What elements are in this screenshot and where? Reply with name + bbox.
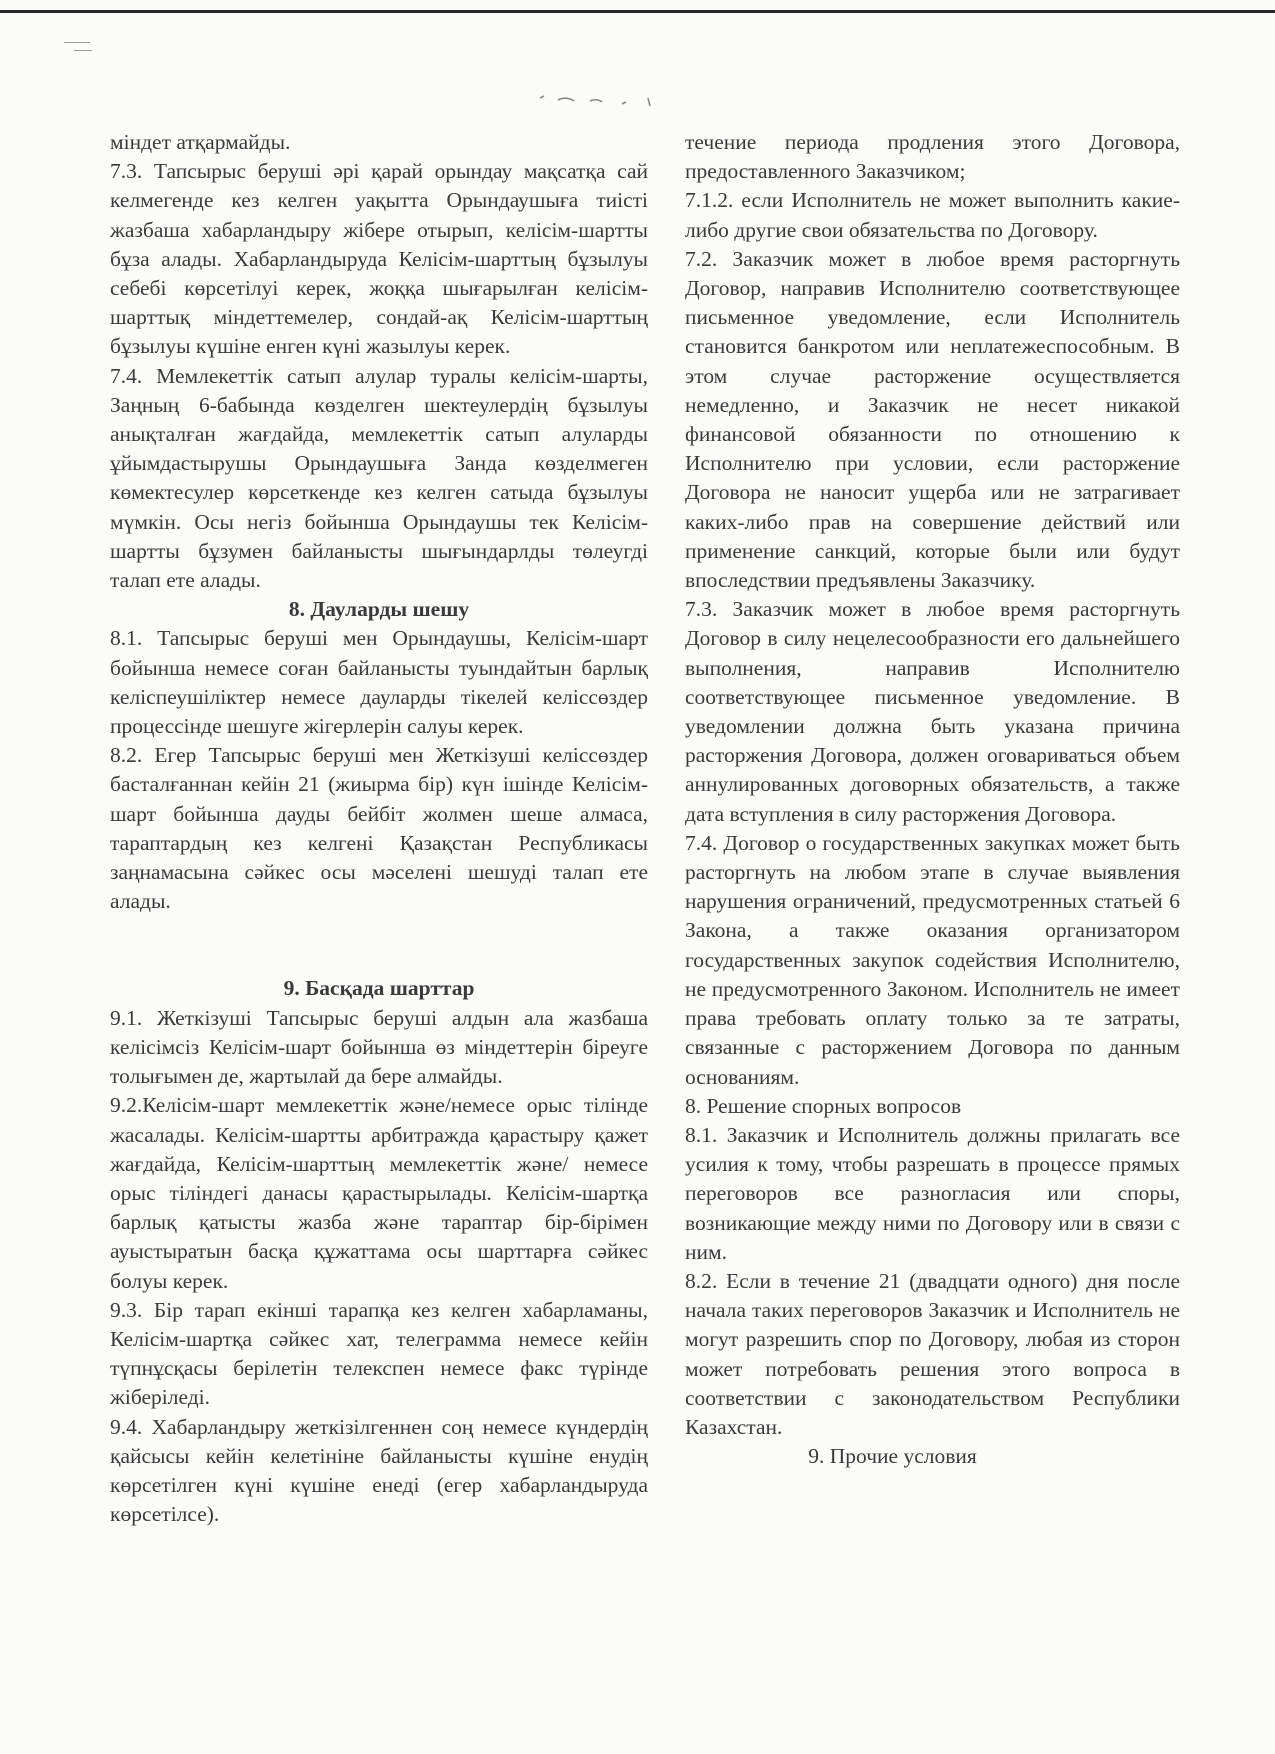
- clause-8-1: 8.1. Тапсырыс беруші мен Орындаушы, Келісім-шарт бойынша немесе соған байланысты туындайтын барлық келіспеушіліктер немесе дауларды тікелей келіссөздер процессінде шешуге жігерлерін салуы керек.: [110, 626, 648, 739]
- clause-9-4: 9.4. Хабарландыру жеткізілгеннен соң немесе күндердің қайсысы кейін келетініне байланысты күшіне енудің көрсетілген күні күшіне енеді (егер хабарландыруда көрсетілсе).: [110, 1414, 648, 1527]
- right-column-russian: [685, 128, 1180, 1471]
- clause-7-4: 7.4. Договор о государственных закупках может быть расторгнуть на любом этапе в случае выявления нарушения ограничений, предусмотренных статьей 6 Закона, а также оказания организатором государственных закупок содействия Исполнителю, не предусмотренного Законом. Исполнитель не имеет права требовать оплату только за те затраты, связанные с расторжением Договора по данным основаниям.: [685, 830, 1180, 1089]
- clause-7-4: 7.4. Мемлекеттік сатып алулар туралы келісім-шарты, Заңның 6-бабында көзделген шектеулердің бұзылуы анықталған жағдайда, мемлекеттік сатып алуларды ұйымдастырушы Орындаушыға Занда көзделмеген көмектесулер көрсеткенде кез келген сатыда бұзылуы мүмкін. Осы негіз бойынша Орындаушы тек Келісім-шартты бұзумен байланысты шығындарлды төлеугді талап ете алады.: [110, 363, 648, 593]
- section-heading-8: 8. Решение спорных вопросов: [685, 1093, 962, 1118]
- spacer: [110, 916, 648, 974]
- clause-7-2: 7.2. Заказчик может в любое время расторгнуть Договор, направив Исполнителю соответствующее письменное уведомление, если Исполнитель становится банкротом или неплатежеспособным. В этом случае расторжение осуществляется немедленно, и Заказчик не несет никакой финансовой обязанности по отношению к Исполнителю при условии, если расторжение Договора не наносит ущерба или не затрагивает каких-либо прав на совершение действий или применение санкций, которые были или будут впоследствии предъявлены Заказчику.: [685, 246, 1180, 593]
- clause-9-3: 9.3. Бір тарап екінші тарапқа кез келген хабарламаны, Келісім-шартқа сәйкес хат, телеграмма немесе кейін түпнұсқасы берілетін телекспен немесе факс түрінде жіберіледі.: [110, 1297, 648, 1410]
- paragraph-continuation: міндет атқармайды.: [110, 130, 291, 154]
- paragraph-continuation: течение периода продления этого Договора, предоставленного Заказчиком;: [685, 130, 1180, 184]
- scan-artifact: [530, 92, 730, 112]
- clause-8-2: 8.2. Если в течение 21 (двадцати одного) дня после начала таких переговоров Заказчик и Исполнитель не могут разрешить спор по Договору, любая из сторон может потребовать решения этого вопроса в соответствии с законодательством Республики Казахстан.: [685, 1268, 1180, 1439]
- clause-7-3: 7.3. Тапсырыс беруші әрі қарай орындау мақсатқа сай келмегенде кез келген уақытта Орындаушыға тиісті жазбаша хабарландыру жібере отырып, келісім-шартты бұза алады. Хабарландыруда Келісім-шарттың бұзылуы себебі көрсетілуі керек, жоққа шығарылған келісім-шарттық міндеттемелер, сондай-ақ Келісім-шарттың бұзылуы күшіне енген күні жазылуы керек.: [110, 159, 648, 359]
- clause-9-2: 9.2.Келісім-шарт мемлекеттік және/немесе орыс тілінде жасалады. Келісім-шартты арбитражда қарастыру қажет жағдайда, Келісім-шарттың мемлекеттік және/ немесе орыс тіліндегі данасы қарастырылады. Келісім-шартқа барлық қатысты жазба және тараптар бір-бірімен ауыстыратын басқа құжаттама осы шарттарға сәйкес болуы керек.: [110, 1093, 648, 1293]
- section-heading-9: 9. Басқада шарттар: [283, 976, 475, 1001]
- section-heading-9: 9. Прочие условия: [808, 1444, 977, 1469]
- section-heading-8: 8. Дауларды шешу: [288, 597, 470, 622]
- clause-8-2: 8.2. Егер Тапсырыс беруші мен Жеткізуші келіссөздер басталғаннан кейін 21 (жиырма бір) күн ішінде Келісім-шарт бойынша дауды бейбіт жолмен шеше алмаса, тараптардың кез келгені Қазақстан Республикасы заңнамасына сәйкес осы мәселені шешуді талап ете алады.: [110, 743, 648, 914]
- scan-artifact: [64, 42, 90, 43]
- clause-7-1-2: 7.1.2. если Исполнитель не может выполнить какие-либо другие свои обязательства по Договору.: [685, 188, 1180, 242]
- clause-7-3: 7.3. Заказчик может в любое время расторгнуть Договор в силу нецелесообразности его дальнейшего выполнения, направив Исполнителю соответствующее письменное уведомление. В уведомлении должна быть указана причина расторжения Договора, должен оговариваться объем аннулированных договорных обязательств, а также дата вступления в силу расторжения Договора.: [685, 597, 1180, 826]
- left-column-kazakh: [110, 128, 648, 1529]
- scan-artifact: [74, 50, 92, 51]
- clause-9-1: 9.1. Жеткізуші Тапсырыс беруші алдын ала жазбаша келісімсіз Келісім-шарт бойынша өз міндеттерін біреуге толығымен де, жартылай да бере алмайды.: [110, 1005, 648, 1089]
- clause-8-1: 8.1. Заказчик и Исполнитель должны прилагать все усилия к тому, чтобы разрешать в процессе прямых переговоров все разногласия или споры, возникающие между ними по Договору или в связи с ним.: [685, 1122, 1180, 1264]
- scan-top-edge: [0, 10, 1275, 13]
